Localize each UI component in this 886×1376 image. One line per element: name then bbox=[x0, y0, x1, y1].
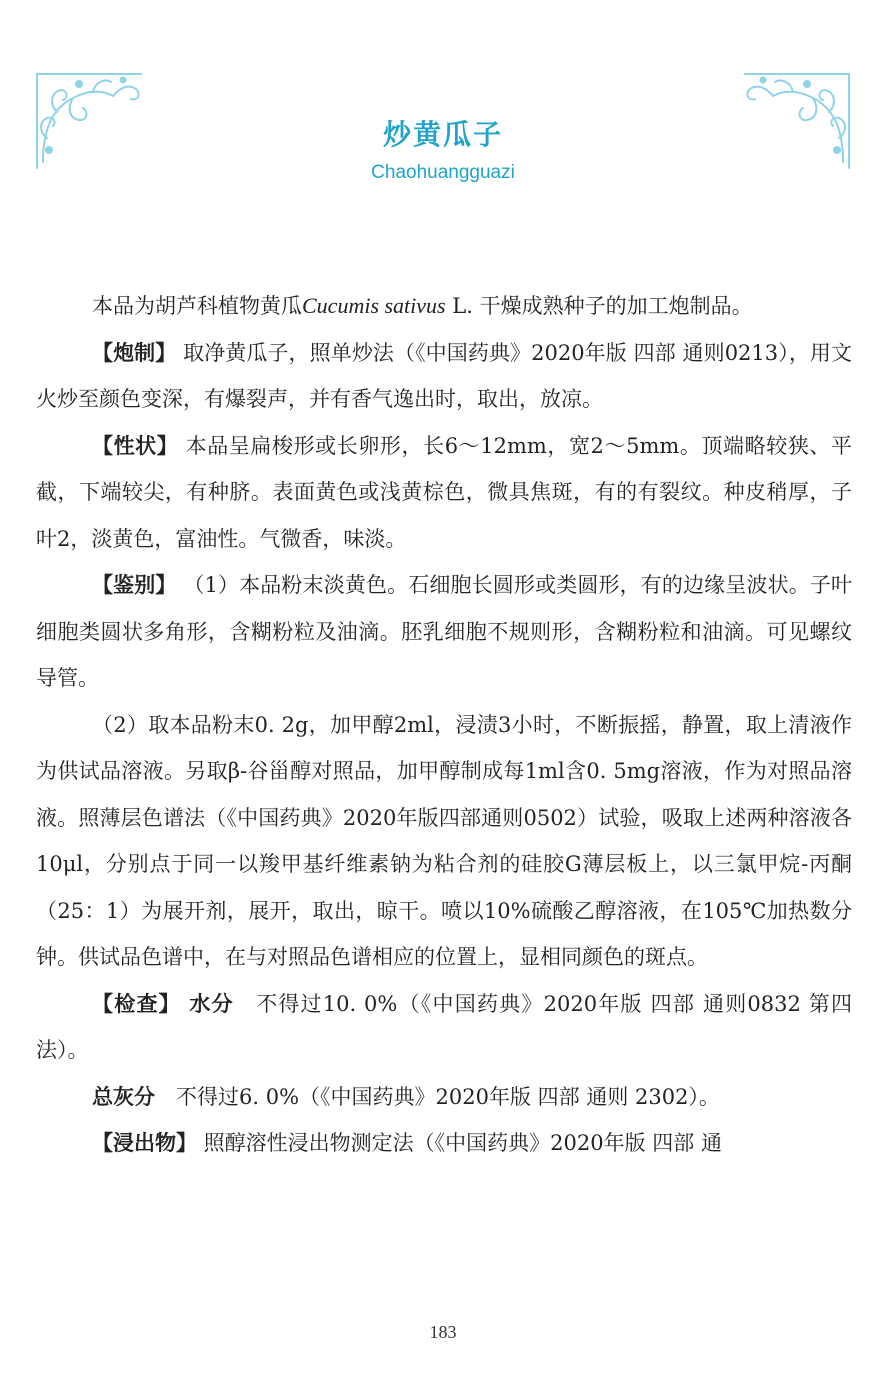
intro-paragraph bbox=[36, 283, 852, 330]
inspection-heading: 【检查】 bbox=[92, 991, 181, 1016]
identification-paragraph-1 bbox=[36, 562, 852, 702]
latin-name: Cucumis sativus bbox=[302, 293, 446, 318]
extract-paragraph bbox=[36, 1120, 852, 1167]
intro-text: 本品为胡芦科植物黄瓜 bbox=[92, 294, 302, 318]
moisture-heading: 水分 bbox=[180, 991, 234, 1016]
intro-text-end: L. 干燥成熟种子的加工炮制品。 bbox=[445, 294, 753, 318]
extract-heading: 【浸出物】 bbox=[92, 1131, 197, 1155]
processing-paragraph bbox=[36, 330, 852, 423]
page-subtitle-pinyin: Chaohuangguazi bbox=[371, 162, 515, 183]
identification-text-2: （2）取本品粉末0. 2g，加甲醇2ml，浸渍3小时，不断振摇，静置，取上清液作为供试品溶液。另取β-谷甾醇对照品，加甲醇制成每1ml含0. 5mg溶液，作为对照品溶液。照薄层色谱法（《中国药典》2020年版四部通则0502）试验，吸取上述两种溶液各10μl，分别点于同一以羧甲基纤维素钠为粘合剂的硅胶G薄层板上，以三氯甲烷-丙酮（25：1）为展开剂，展开，取出，晾干。喷以10%硫酸乙醇溶液，在105℃加热数分钟。供试品色谱中，在与对照品色谱相应的位置上，显相同颜色的斑点。 bbox=[36, 712, 852, 969]
processing-heading: 【炮制】 bbox=[92, 340, 177, 365]
characteristics-paragraph bbox=[36, 423, 852, 563]
processing-text: 取净黄瓜子，照单炒法（《中国药典》2020年版 四部 通则0213），用文火炒至颜色变深，有爆裂声，并有香气逸出时，取出，放凉。 bbox=[36, 340, 852, 411]
ash-heading: 总灰分 bbox=[92, 1084, 155, 1109]
page-number: 183 bbox=[429, 1322, 457, 1342]
identification-heading: 【鉴别】 bbox=[92, 573, 177, 597]
ash-text: 不得过6. 0%（《中国药典》2020年版 四部 通则 2302）。 bbox=[155, 1084, 720, 1109]
characteristics-heading: 【性状】 bbox=[92, 433, 179, 458]
monograph-body bbox=[36, 283, 852, 1167]
identification-text-1: （1）本品粉末淡黄色。石细胞长圆形或类圆形，有的边缘呈波状。子叶细胞类圆状多角形，含糊粉粒及油滴。胚乳细胞不规则形，含糊粉粒和油滴。可见螺纹导管。 bbox=[36, 573, 852, 690]
page-title: 炒黄瓜子 bbox=[382, 118, 503, 151]
inspection-paragraph bbox=[36, 981, 852, 1074]
identification-paragraph-2 bbox=[36, 702, 852, 981]
characteristics-text: 本品呈扁梭形或长卵形，长6～12mm，宽2～5mm。顶端略较狭、平截，下端较尖，有种脐。表面黄色或浅黄棕色，微具焦斑，有的有裂纹。种皮稍厚，子叶2，淡黄色，富油性。气微香，味淡。 bbox=[36, 433, 852, 551]
moisture-text: 不得过10. 0%（《中国药典》2020年版 四部 通则0832 第四法）。 bbox=[36, 991, 852, 1062]
extract-text: 照醇溶性浸出物测定法（《中国药典》2020年版 四部 通 bbox=[197, 1131, 722, 1155]
ash-paragraph bbox=[36, 1074, 852, 1121]
